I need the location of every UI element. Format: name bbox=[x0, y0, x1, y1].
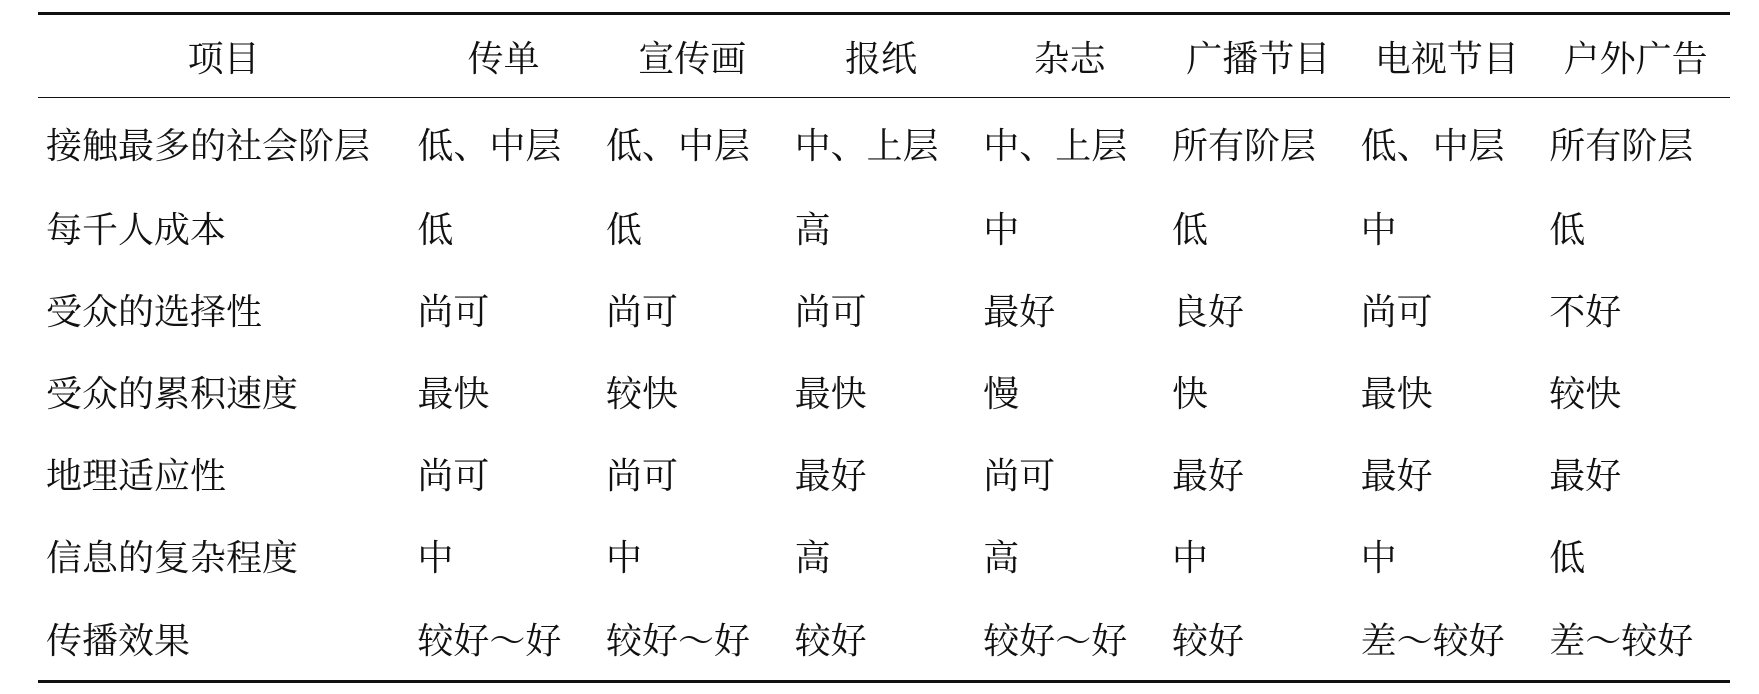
table-row bbox=[38, 98, 1730, 187]
table-cell: 较好～好 bbox=[605, 620, 750, 662]
row-label: 每千人成本 bbox=[46, 209, 227, 251]
table-cell: 较好 bbox=[1171, 620, 1244, 662]
header-cell-poster: 宣传画 bbox=[638, 38, 747, 80]
media-comparison-table bbox=[38, 12, 1730, 683]
table-cell: 不好 bbox=[1549, 291, 1622, 333]
table-cell: 最好 bbox=[1549, 455, 1622, 497]
table-cell: 差～较好 bbox=[1549, 620, 1694, 662]
table-cell: 高 bbox=[794, 537, 831, 579]
table-cell: 较好～好 bbox=[417, 620, 562, 662]
table-cell: 尚可 bbox=[417, 291, 490, 333]
table-cell: 低 bbox=[1171, 209, 1208, 251]
table-cell: 较快 bbox=[605, 373, 678, 415]
header-cell-magazine: 杂志 bbox=[1033, 38, 1106, 80]
table-cell: 最好 bbox=[794, 455, 867, 497]
table-cell: 尚可 bbox=[794, 291, 867, 333]
table-cell: 差～较好 bbox=[1360, 620, 1505, 662]
table-cell: 尚可 bbox=[1360, 291, 1433, 333]
row-label: 传播效果 bbox=[46, 620, 191, 662]
table-cell: 最快 bbox=[1360, 373, 1433, 415]
table-header bbox=[38, 14, 1730, 98]
table-cell: 较快 bbox=[1549, 373, 1622, 415]
table-cell: 尚可 bbox=[605, 291, 678, 333]
comparison-table-container bbox=[38, 12, 1730, 683]
table-row bbox=[38, 186, 1730, 268]
table-cell: 最快 bbox=[794, 373, 867, 415]
header-cell-outdoor: 户外广告 bbox=[1563, 38, 1708, 80]
table-cell: 高 bbox=[983, 537, 1020, 579]
table-cell: 所有阶层 bbox=[1549, 125, 1694, 167]
table-cell: 中、上层 bbox=[983, 125, 1128, 167]
table-cell: 最好 bbox=[983, 291, 1056, 333]
row-label: 受众的累积速度 bbox=[46, 373, 299, 415]
table-cell: 中 bbox=[1360, 209, 1397, 251]
header-cell-item: 项目 bbox=[187, 38, 260, 80]
table-row bbox=[38, 350, 1730, 432]
table-row bbox=[38, 514, 1730, 596]
header-cell-radio: 广播节目 bbox=[1186, 38, 1331, 80]
row-label: 受众的选择性 bbox=[46, 291, 263, 333]
header-cell-newspaper: 报纸 bbox=[844, 38, 917, 80]
table-cell: 低、中层 bbox=[605, 125, 750, 167]
table-row bbox=[38, 268, 1730, 350]
table-cell: 最好 bbox=[1171, 455, 1244, 497]
table-cell: 中 bbox=[605, 537, 642, 579]
table-row bbox=[38, 596, 1730, 682]
table-cell: 良好 bbox=[1171, 291, 1244, 333]
header-cell-tv: 电视节目 bbox=[1374, 38, 1519, 80]
row-label: 接触最多的社会阶层 bbox=[46, 125, 371, 167]
table-cell: 最好 bbox=[1360, 455, 1433, 497]
table-cell: 尚可 bbox=[983, 455, 1056, 497]
table-cell: 尚可 bbox=[605, 455, 678, 497]
row-label: 地理适应性 bbox=[46, 455, 227, 497]
table-body bbox=[38, 98, 1730, 682]
table-cell: 快 bbox=[1171, 373, 1208, 415]
table-cell: 中、上层 bbox=[794, 125, 939, 167]
table-cell: 较好 bbox=[794, 620, 867, 662]
table-cell: 中 bbox=[1171, 537, 1208, 579]
table-cell: 低 bbox=[1549, 209, 1586, 251]
table-cell: 低、中层 bbox=[417, 125, 562, 167]
table-cell: 最快 bbox=[417, 373, 490, 415]
table-cell: 所有阶层 bbox=[1171, 125, 1316, 167]
table-row bbox=[38, 432, 1730, 514]
table-cell: 低、中层 bbox=[1360, 125, 1505, 167]
table-cell: 高 bbox=[794, 209, 831, 251]
table-cell: 中 bbox=[1360, 537, 1397, 579]
table-cell: 低 bbox=[605, 209, 642, 251]
table-cell: 尚可 bbox=[417, 455, 490, 497]
row-label: 信息的复杂程度 bbox=[46, 537, 299, 579]
table-cell: 中 bbox=[417, 537, 454, 579]
header-row bbox=[38, 14, 1730, 98]
table-cell: 慢 bbox=[983, 373, 1020, 415]
header-cell-flyer: 传单 bbox=[467, 38, 540, 80]
table-cell: 低 bbox=[1549, 537, 1586, 579]
table-cell: 较好～好 bbox=[983, 620, 1128, 662]
table-cell: 中 bbox=[983, 209, 1020, 251]
table-cell: 低 bbox=[417, 209, 454, 251]
